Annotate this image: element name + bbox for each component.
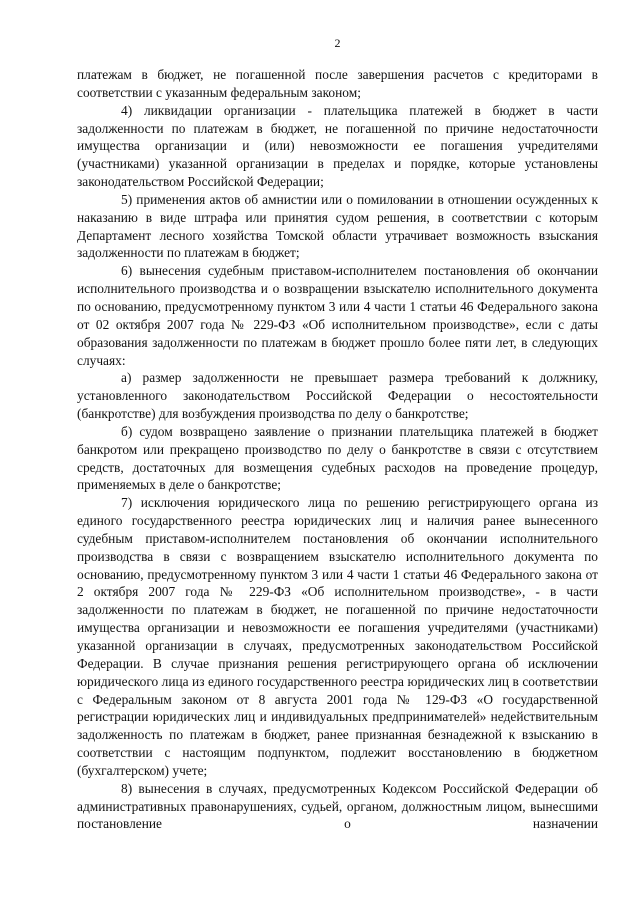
paragraph-item-6: 6) вынесения судебным приставом-исполнителем постановления об окончании исполнительного производства и о возвращении взыскателю исполнительного документа по основанию, предусмотренному пунктом 3 или 4 части 1 статьи 46 Федерального закона от 02 октября 2007 года № 229-ФЗ «Об исполнительном производстве», если с даты образования задолженности по платежам в бюджет прошло более пяти лет, в следующих случаях: bbox=[77, 263, 598, 368]
paragraph-item-6b: б) судом возвращено заявление о признании плательщика платежей в бюджет банкротом или прекращено производство по делу о банкротстве в связи с отсутствием средств, достаточных для возмещения судебных расходов на проведение процедур, применяемых в деле о банкротстве; bbox=[77, 423, 598, 493]
paragraph-item-6a: а) размер задолженности не превышает размера требований к должнику, установленного законодательством Российской Федерации о несостоятельности (банкротстве) для возбуждения производства по делу о банкротстве; bbox=[77, 370, 598, 422]
paragraph-continuation: платежам в бюджет, не погашенной после завершения расчетов с кредиторами в соответствии с указанным федеральным законом; bbox=[77, 67, 598, 100]
paragraph-item-5: 5) применения актов об амнистии или о помиловании в отношении осужденных к наказанию в виде штрафа или принятия судом решения, в соответствии с которым Департамент лесного хозяйства Томской области утрачивает возможность взыскания задолженности по платежам в бюджет; bbox=[77, 191, 598, 261]
paragraph-item-7: 7) исключения юридического лица по решению регистрирующего органа из единого государственного реестра юридических лиц и наличия ранее вынесенного судебным приставом-исполнителем постановления об окончании исполнительного производства в связи с возвращением взыскателю исполнительного документа по основанию, предусмотренному пунктом 3 или 4 части 1 статьи 46 Федерального закона от 2 октября 2007 года № 229-ФЗ «Об исполнительном производстве», - в части задолженности по платежам в бюджет, не погашенной по причине недостаточности имущества организации и невозможности ее погашения учредителями (участниками) указанной организации в случаях, предусмотренных законодательством Российской Федерации. В случае признания решения регистрирующего органа об исключении юридического лица из единого государственного реестра юридических лиц в соответствии с Федеральным законом от 8 августа 2001 года № 129-ФЗ «О государственной регистрации юридических лиц и индивидуальных предпринимателей» недействительным задолженность по платежам в бюджет, ранее признанная безнадежной к взысканию в соответствии с настоящим подпунктом, подлежит восстановлению в бюджетном (бухгалтерском) учете; bbox=[77, 495, 598, 778]
paragraph-item-8: 8) вынесения в случаях, предусмотренных Кодексом Российской Федерации об административных правонарушениях, судьей, органом, должностным лицом, вынесшими постановление о назначении bbox=[77, 780, 598, 832]
paragraph-item-4: 4) ликвидации организации - плательщика платежей в бюджет в части задолженности по платежам в бюджет, не погашенной по причине недостаточности имущества организации и (или) невозможности ее погашения учредителями (участниками) указанной организации в пределах и порядке, которые установлены законодательством Российской Федерации; bbox=[77, 102, 598, 190]
document-page bbox=[77, 36, 598, 833]
page-number: 2 bbox=[334, 36, 341, 50]
